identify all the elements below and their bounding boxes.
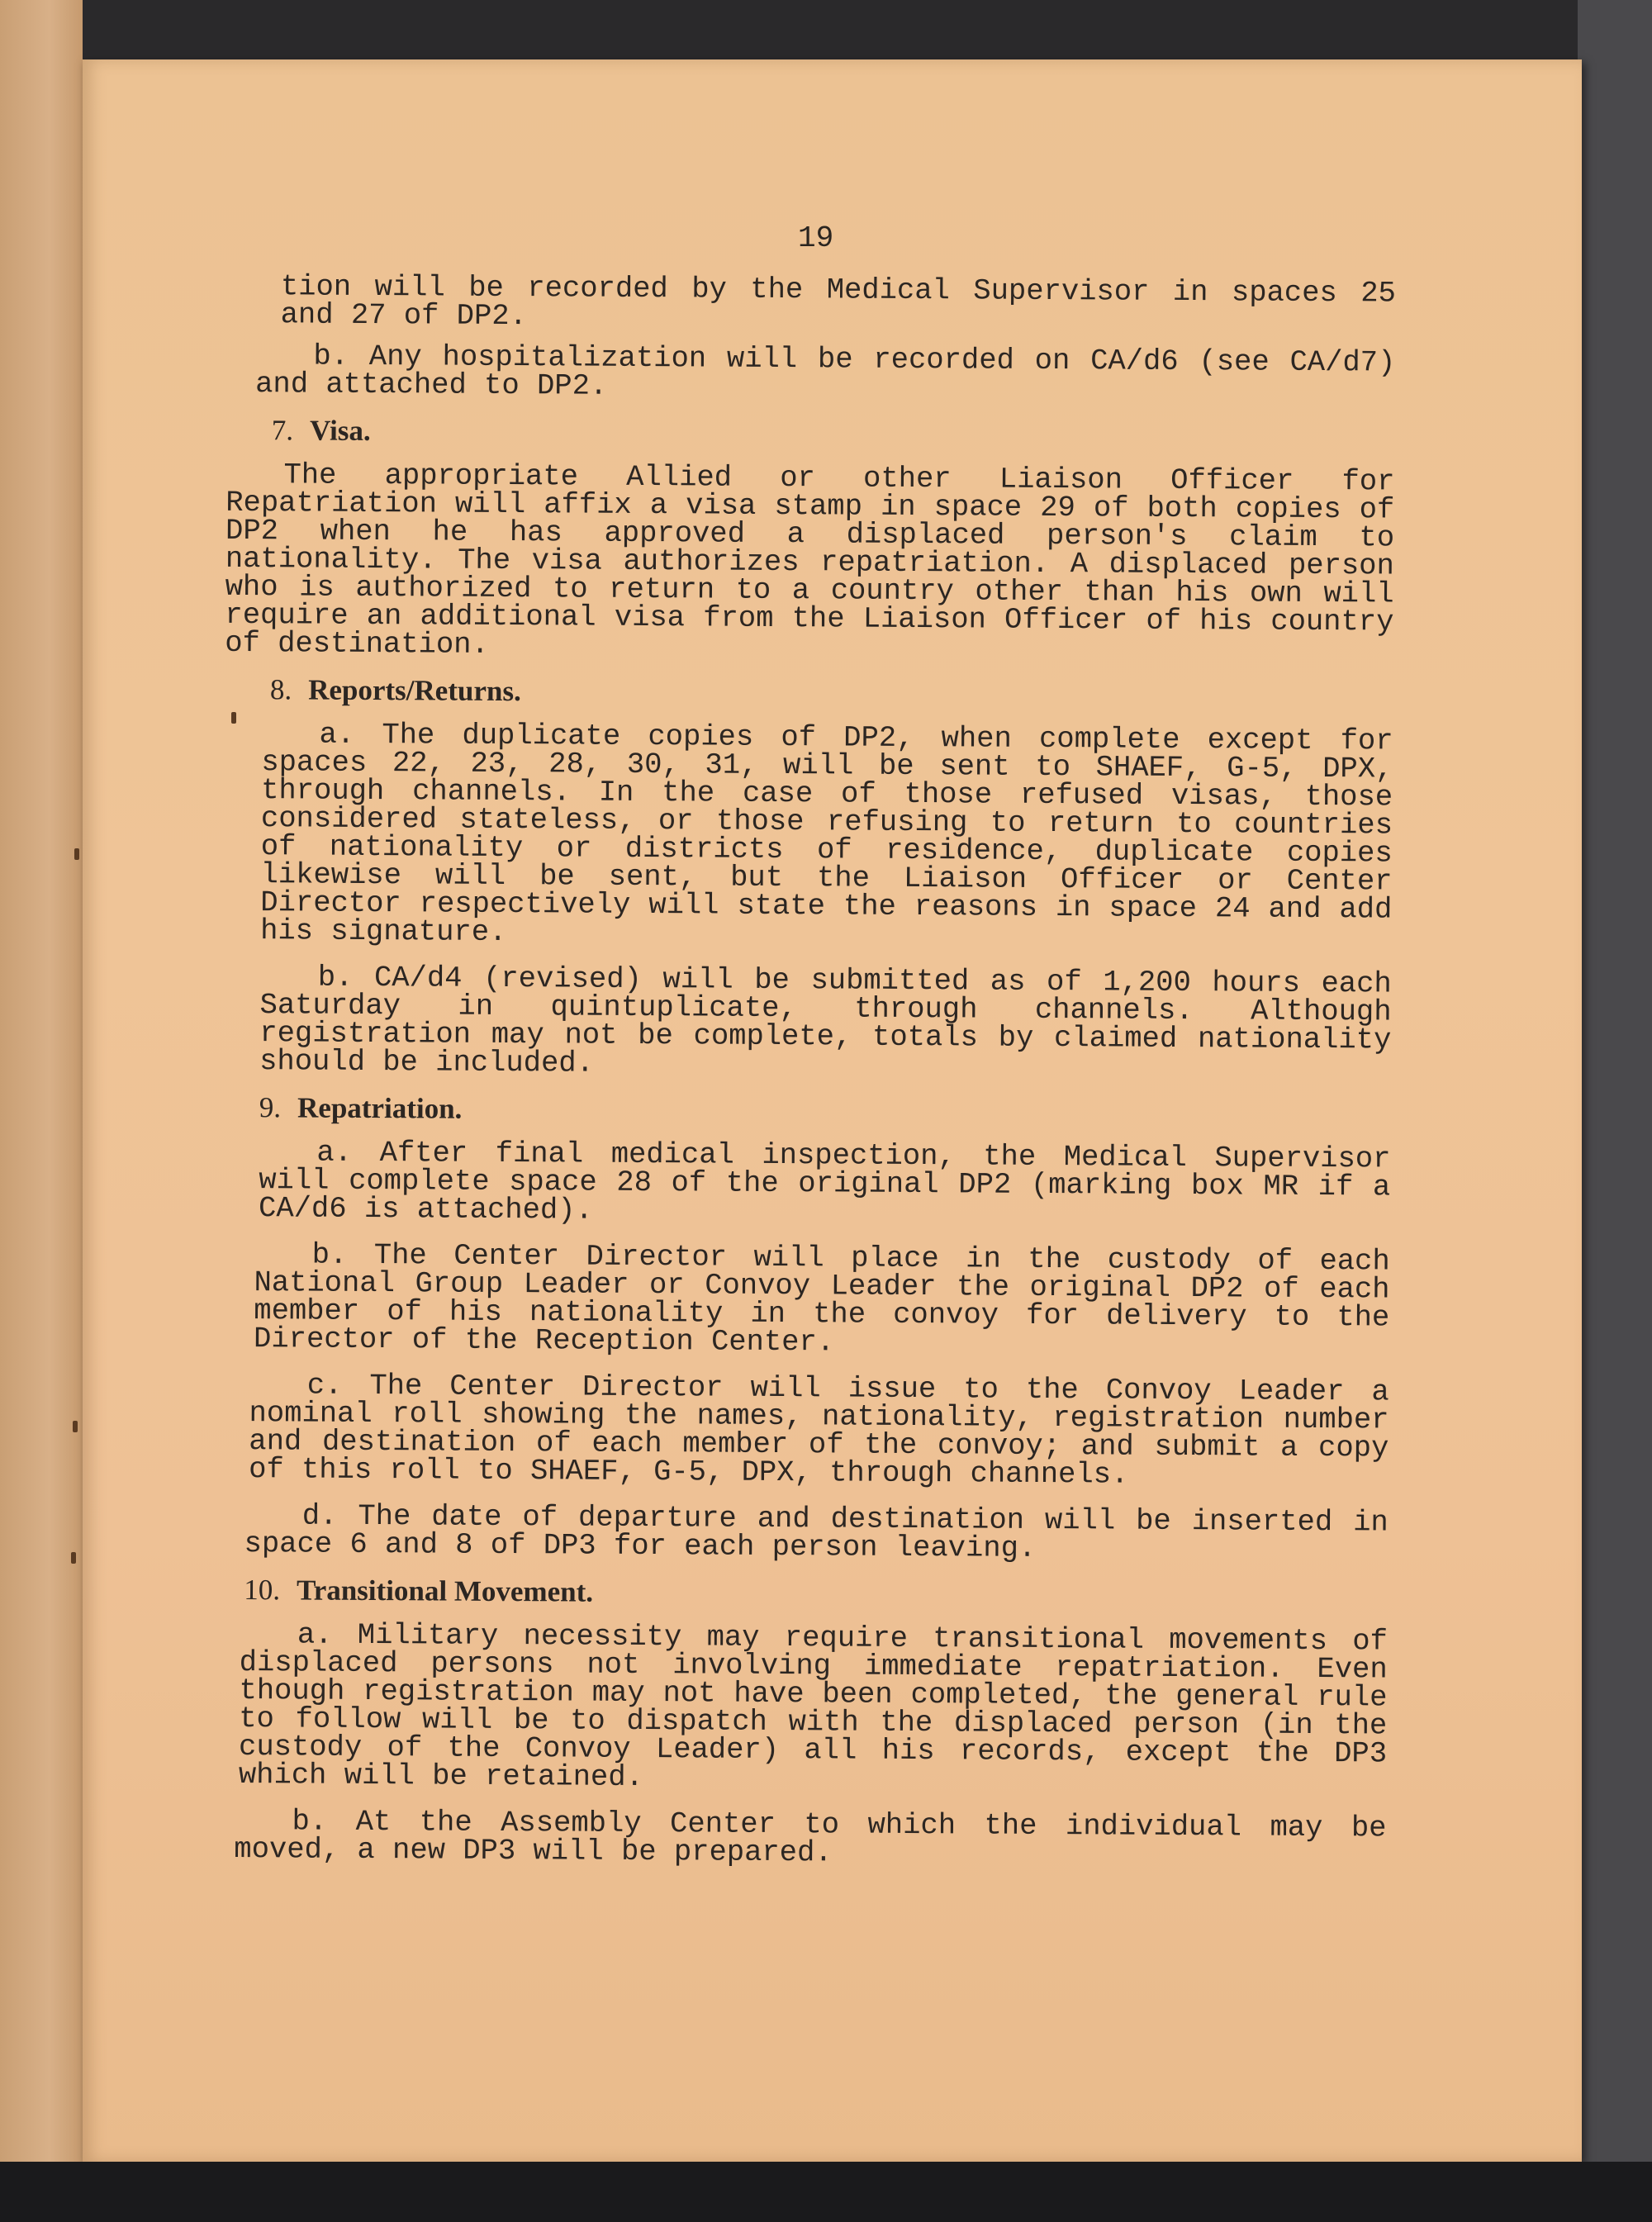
margin-mark <box>231 712 236 724</box>
section-heading <box>235 1091 1391 1129</box>
section-heading <box>237 673 1393 711</box>
paragraph: a. After final medical inspection, the Medical Supervisor will complete space 28 of the original DP2 (marking box MR if a CA/d6 is attached). <box>258 1135 1391 1227</box>
section-title: Transitional Movement. <box>296 1574 594 1608</box>
paragraph: a. Military necessity may require transitional movements of displaced persons not involving immediate repatriation. Even though registration may not have been completed, the general rule to follow will be to dispatch with the displaced person (in the custody of the Convoy Leader) all his records, except the DP3 which will be retained. <box>238 1617 1389 1795</box>
margin-mark <box>73 1421 78 1432</box>
margin-mark <box>71 1552 76 1564</box>
page-number: 19 <box>798 221 834 255</box>
section-heading <box>239 416 1395 452</box>
scanner-background-right <box>1578 0 1652 2222</box>
paragraph: tion will be recorded by the Medical Supervisor in spaces 25 and 27 of DP2. <box>280 269 1396 334</box>
paragraph: a. The duplicate copies of DP2, when complete except for spaces 22, 23, 28, 30, 31, will be sent to SHAEF, G-5, DPX, through channels. In the case of those refused visas, those considered stateless, or those refusing to return to countries of nationality or districts of residence, duplicate copies likewise will be sent, but the Liaison Officer or Center Director respectively will state the reasons in space 24 and add his signature. <box>260 717 1393 949</box>
margin-mark <box>74 848 79 860</box>
paragraph: b. The Center Director will place in the custody of each National Group Leader or Convoy Leader the original DP2 of each member of his nationality in the convoy for delivery to the Director of the Reception Center. <box>253 1237 1390 1360</box>
section-number: 9. <box>259 1091 282 1124</box>
page-body <box>225 269 1396 1889</box>
paragraph: The appropriate Allied or other Liaison Officer for Repatriation will affix a visa stamp in space 29 of both copies of DP2 when he has approved a displaced person's claim to nationality. The visa authorizes repatriation. A displaced person who is authorized to return to a country other than his own will require an additional visa from the Liaison Officer of his country of destination. <box>225 458 1395 662</box>
paragraph: b. At the Assembly Center to which the individual may be moved, a new DP3 will be prepared. <box>234 1804 1387 1870</box>
facing-page-edge <box>0 0 83 2222</box>
scanner-background-top <box>0 0 1652 66</box>
paragraph: b. Any hospitalization will be recorded on CA/d6 (see CA/d7) and attached to DP2. <box>255 339 1396 403</box>
section-title: Visa. <box>309 414 371 447</box>
section-title: Repatriation. <box>297 1091 463 1125</box>
scanner-background-bottom <box>0 2162 1652 2222</box>
section-number: 8. <box>269 673 292 706</box>
paragraph: d. The date of departure and destination will be inserted in space 6 and 8 of DP3 for each person leaving. <box>244 1498 1389 1565</box>
paragraph: b. CA/d4 (revised) will be submitted as of 1,200 hours each Saturday in quintuplicate, through channels. Although registration may not be complete, totals by claimed nationality should be included. <box>259 960 1392 1080</box>
section-title: Reports/Returns. <box>308 673 521 708</box>
section-number: 10. <box>244 1574 281 1607</box>
paragraph: c. The Center Director will issue to the Convoy Leader a nominal roll showing the names, nationality, registration number and destination of each member of the convoy; and submit a copy of this roll to SHAEF, G-5, DPX, through channels. <box>249 1368 1389 1492</box>
section-number: 7. <box>271 414 294 447</box>
section-heading <box>231 1576 1388 1612</box>
